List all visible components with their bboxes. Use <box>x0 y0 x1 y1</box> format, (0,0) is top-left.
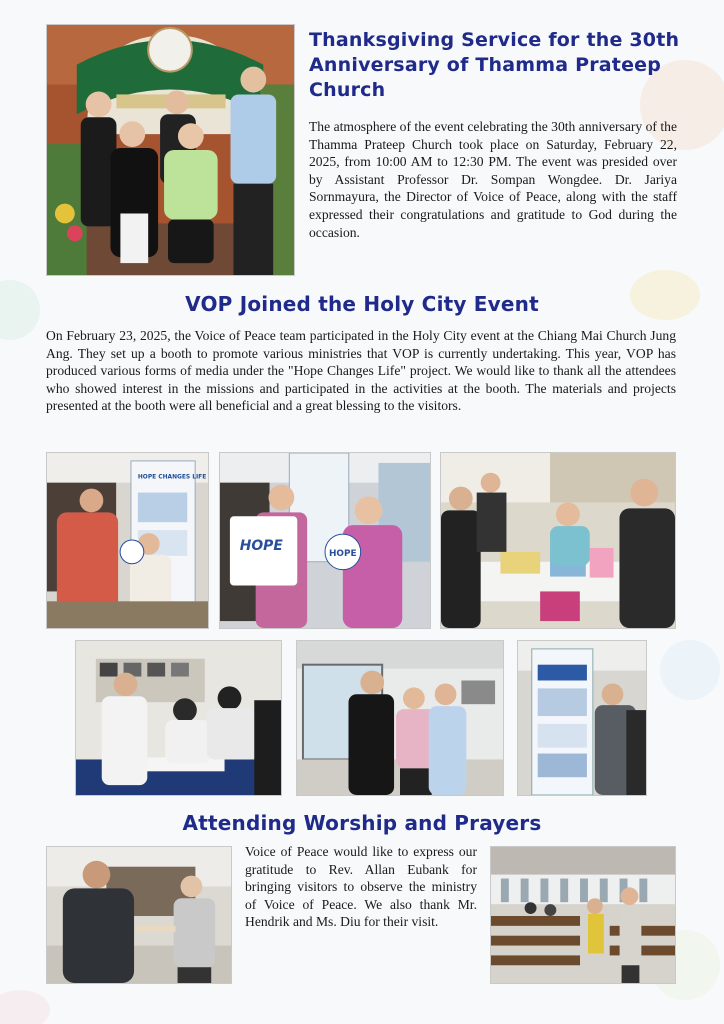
article1-body: The atmosphere of the event celebrating the 30th anniversary of the Thamma Prateep Church took place on Saturday, February 22, 2025, from 10:00 AM to 12:30 PM. The event was presided over by Assistant Professor Dr. Sompan Wongdee. Dr. Jariya Sornmayura, the Director of Voice of Peace, along with the staff expressed their congratulations and gratitude to God during the occasion. <box>309 119 677 240</box>
holy-city-booth-photo-3 <box>440 452 676 629</box>
article2-title: VOP Joined the Holy City Event <box>185 292 539 316</box>
banner-text: HOPE CHANGES LIFE <box>137 474 207 481</box>
shirt-text: HOPE <box>239 537 283 554</box>
article3-title: Attending Worship and Prayers <box>182 811 542 835</box>
article3-body: Voice of Peace would like to express our gratitude to Rev. Allan Eubank for bringing visitors to observe the ministry of Voice of Peace. We also thank Mr. Hendrik and Ms. Diu for their visit. <box>245 844 477 930</box>
holy-city-booth-photo-1 <box>46 452 209 629</box>
background-decoration <box>0 990 50 1024</box>
holy-city-booth-photo-6 <box>517 640 647 796</box>
article1-title: Thanksgiving Service for the 30th Anniversary of Thamma Prateep Church <box>309 29 680 101</box>
worship-chapel-photo <box>490 846 676 984</box>
fan-text: HOPE <box>328 548 357 559</box>
holy-city-booth-photo-4 <box>75 640 282 796</box>
anniversary-group-photo <box>46 24 295 276</box>
background-decoration <box>660 640 720 700</box>
holy-city-booth-photo-2 <box>219 452 431 629</box>
visitors-handshake-photo <box>46 846 232 984</box>
article2-body: On February 23, 2025, the Voice of Peace team participated in the Holy City event at the Chiang Mai Church Jung Ang. They set up a booth to promote various ministries that VOP is currently undertaking. This year, VOP has produced various forms of media under the "Hope Changes Life" project. We would like to thank all the attendees who showed interest in the missions and participated in the activities at the booth. The materials and projects presented at the booth were all beneficial and a great blessing to the visitors. <box>46 328 676 414</box>
holy-city-booth-photo-5 <box>296 640 504 796</box>
